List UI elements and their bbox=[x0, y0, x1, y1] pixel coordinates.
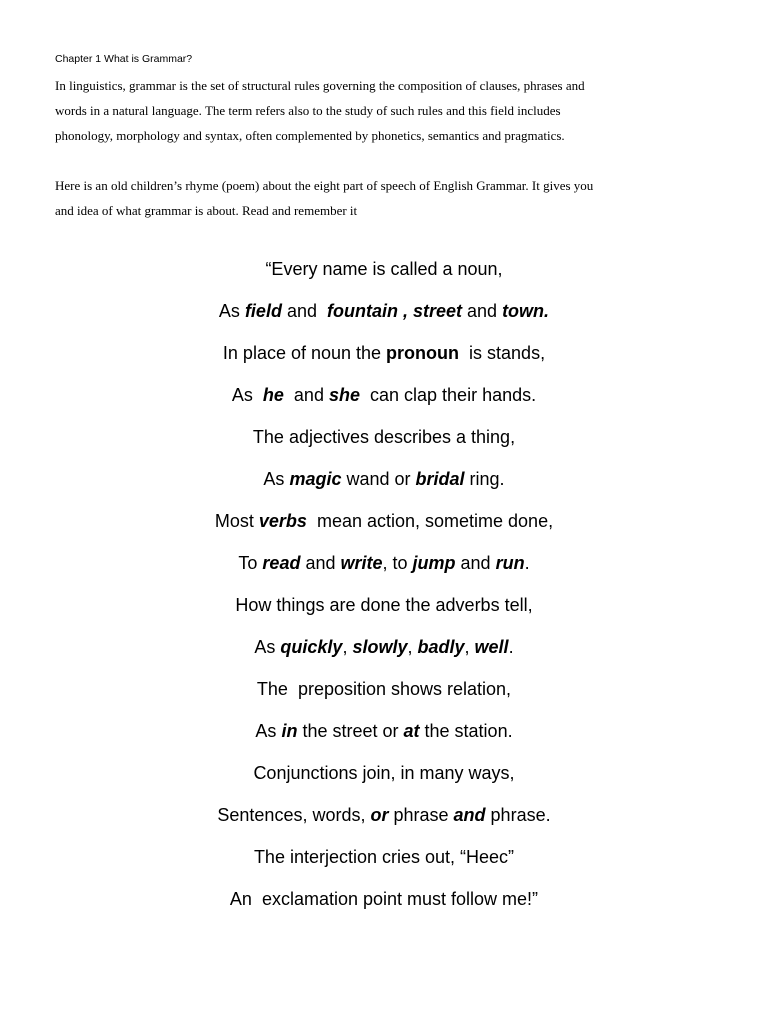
poem-text: How things are done the adverbs tell, bbox=[235, 595, 533, 615]
poem-text: As bbox=[254, 637, 281, 657]
poem-text: ring. bbox=[464, 469, 505, 489]
poem-text: the station. bbox=[419, 721, 513, 741]
poem-emphasis: badly bbox=[417, 637, 465, 657]
poem-line bbox=[0, 758, 768, 800]
poem-text: The interjection cries out, “Heec” bbox=[253, 847, 515, 867]
poem-text: The preposition shows relation, bbox=[256, 679, 512, 699]
poem-emphasis: jump bbox=[412, 553, 456, 573]
poem-line bbox=[0, 674, 768, 716]
poem-text: can clap their hands. bbox=[360, 385, 537, 405]
intro-paragraph bbox=[55, 73, 735, 148]
rhyme-intro-line: Here is an old children’s rhyme (poem) about the eight part of speech of English Grammar. It gives you bbox=[55, 178, 594, 193]
poem-text: the street or bbox=[297, 721, 404, 741]
poem-text: , bbox=[407, 637, 418, 657]
poem-line bbox=[0, 842, 768, 884]
poem-emphasis: fountain , street bbox=[327, 301, 463, 321]
poem-text: , bbox=[464, 637, 475, 657]
poem-emphasis: run bbox=[495, 553, 525, 573]
poem-emphasis: in bbox=[281, 721, 298, 741]
rhyme-intro-paragraph bbox=[55, 173, 735, 223]
poem-text: Most bbox=[214, 511, 259, 531]
poem-line bbox=[0, 380, 768, 422]
poem-line bbox=[0, 338, 768, 380]
poem-emphasis: verbs bbox=[258, 511, 307, 531]
poem-line bbox=[0, 296, 768, 338]
poem-text: An exclamation point must follow me!” bbox=[229, 889, 539, 909]
intro-line: words in a natural language. The term refers also to the study of such rules and this field includes bbox=[55, 103, 561, 118]
poem-text: As bbox=[255, 721, 282, 741]
poem-text: . bbox=[524, 553, 530, 573]
poem-emphasis: town. bbox=[502, 301, 550, 321]
poem-line bbox=[0, 800, 768, 842]
poem-line bbox=[0, 464, 768, 506]
poem-text: and bbox=[300, 553, 341, 573]
poem-emphasis: she bbox=[328, 385, 360, 405]
poem-text: “Every name is called a noun, bbox=[265, 259, 503, 279]
chapter-heading: Chapter 1 What is Grammar? bbox=[55, 53, 193, 65]
poem-text: and bbox=[462, 301, 503, 321]
poem-emphasis: well bbox=[474, 637, 509, 657]
poem-line bbox=[0, 422, 768, 464]
poem-emphasis: or bbox=[370, 805, 389, 825]
poem-line bbox=[0, 254, 768, 296]
poem-emphasis: and bbox=[453, 805, 486, 825]
intro-line: phonology, morphology and syntax, often complemented by phonetics, semantics and pragmatics. bbox=[55, 128, 565, 143]
poem-text: Conjunctions join, in many ways, bbox=[253, 763, 515, 783]
poem-text: Sentences, words, bbox=[217, 805, 371, 825]
poem-emphasis: at bbox=[403, 721, 420, 741]
poem-emphasis: magic bbox=[289, 469, 342, 489]
poem-emphasis: field bbox=[244, 301, 282, 321]
poem bbox=[0, 254, 768, 926]
poem-line bbox=[0, 632, 768, 674]
poem-text: As bbox=[263, 469, 290, 489]
poem-text: and bbox=[283, 385, 329, 405]
poem-emphasis: quickly bbox=[280, 637, 343, 657]
poem-emphasis: bridal bbox=[415, 469, 465, 489]
poem-text: wand or bbox=[341, 469, 416, 489]
poem-line bbox=[0, 590, 768, 632]
poem-text: In place of noun the bbox=[222, 343, 387, 363]
rhyme-intro-line: and idea of what grammar is about. Read and remember it bbox=[55, 203, 358, 218]
poem-text: , bbox=[342, 637, 353, 657]
poem-emphasis: read bbox=[262, 553, 301, 573]
poem-text: As bbox=[231, 385, 263, 405]
poem-text: and bbox=[281, 301, 327, 321]
poem-line bbox=[0, 716, 768, 758]
poem-text: The adjectives describes a thing, bbox=[252, 427, 516, 447]
poem-text: To bbox=[238, 553, 263, 573]
poem-text: phrase. bbox=[485, 805, 551, 825]
poem-text: As bbox=[218, 301, 245, 321]
poem-text: . bbox=[508, 637, 514, 657]
poem-emphasis: write bbox=[340, 553, 383, 573]
poem-line bbox=[0, 884, 768, 926]
poem-line bbox=[0, 548, 768, 590]
poem-text: phrase bbox=[388, 805, 454, 825]
poem-emphasis: slowly bbox=[352, 637, 408, 657]
poem-emphasis: pronoun bbox=[386, 343, 460, 363]
poem-emphasis: he bbox=[262, 385, 284, 405]
intro-line: In linguistics, grammar is the set of structural rules governing the composition of clauses, phrases and bbox=[55, 78, 585, 93]
poem-text: , to bbox=[382, 553, 413, 573]
poem-text: is stands, bbox=[459, 343, 546, 363]
poem-line bbox=[0, 506, 768, 548]
poem-text: and bbox=[455, 553, 496, 573]
poem-text: mean action, sometime done, bbox=[306, 511, 554, 531]
